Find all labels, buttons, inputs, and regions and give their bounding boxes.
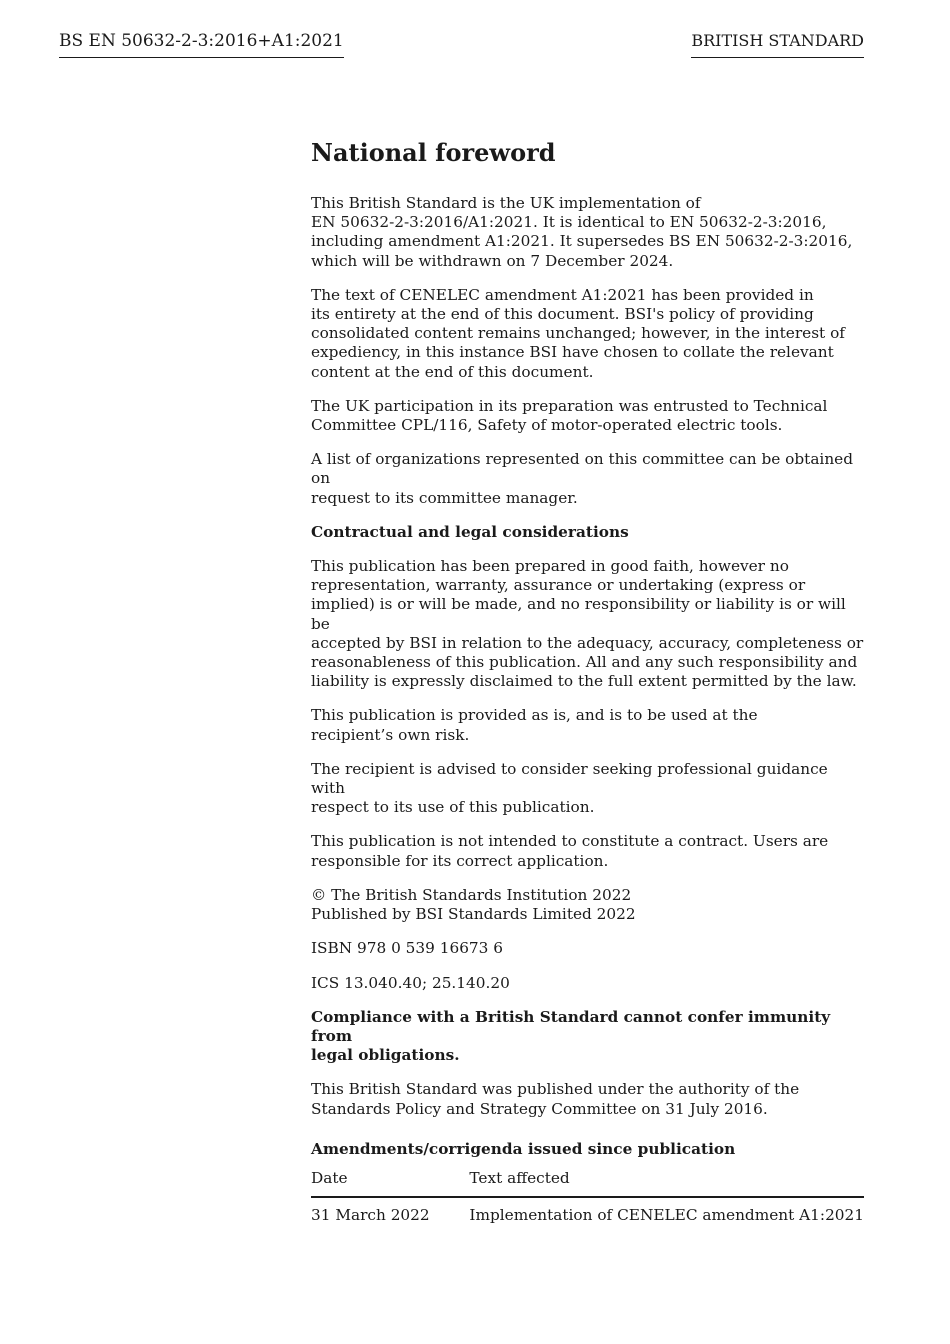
table-header-row xyxy=(311,1169,864,1197)
amendments-title: Amendments/corrigenda issued since publication xyxy=(311,1139,736,1158)
paragraph-implementation: This British Standard is the UK implementation of EN 50632-2-3:2016/A1:2021. It is identical to EN 50632-2-3:2016, including amendment A1:2021. It supersedes BS EN 50632-2-3:2016, which will be withdrawn on 7 December 2024. xyxy=(311,194,853,270)
paragraph-good-faith: This publication has been prepared in good faith, however no representation, warranty, assurance or undertaking (express or implied) is or will be made, and no responsibility or liability is or will be accepted by BSI in relation to the adequacy, accuracy, completeness or reasonableness of this publication. All and any such responsibility and liability is expressly disclaimed to the full extent permitted by the law. xyxy=(311,557,864,691)
isbn: ISBN 978 0 539 16673 6 xyxy=(311,939,503,958)
contractual-heading: Contractual and legal considerations xyxy=(311,522,629,541)
page-title: National foreword xyxy=(311,138,556,167)
paragraph-authority: This British Standard was published under the authority of the Standards Policy and Strategy Committee on 31 July 2016. xyxy=(311,1080,800,1118)
copyright-notice: © The British Standards Institution 2022 Published by BSI Standards Limited 2022 xyxy=(311,885,636,924)
national-foreword xyxy=(311,138,864,1225)
amendments-table xyxy=(311,1169,864,1225)
ics-codes: ICS 13.040.40; 25.140.20 xyxy=(311,973,510,992)
column-header-text-affected: Text affected xyxy=(469,1169,864,1197)
paragraph-participation: The UK participation in its preparation was entrusted to Technical Committee CPL/116, Safety of motor-operated electric tools. xyxy=(311,396,828,435)
paragraph-committee-list: A list of organizations represented on this committee can be obtained on request to its committee manager. xyxy=(311,450,854,507)
amendment-text-affected: Implementation of CENELEC amendment A1:2021 xyxy=(469,1205,864,1224)
paragraph-guidance: The recipient is advised to consider seeking professional guidance with respect to its use of this publication. xyxy=(311,759,828,817)
table-row xyxy=(311,1197,864,1225)
paragraph-own-risk: This publication is provided as is, and is to be used at the recipient’s own risk. xyxy=(311,706,758,744)
paragraph-not-contract: This publication is not intended to constitute a contract. Users are responsible for its correct application. xyxy=(311,832,829,870)
document-code: BS EN 50632-2-3:2016+A1:2021 xyxy=(59,30,344,58)
paragraph-amendment-text: The text of CENELEC amendment A1:2021 has been provided in its entirety at the end of this document. BSI's policy of providing consolidated content remains unchanged; however, in the interest of expediency, in this instance BSI have chosen to collate the relevant content at the end of this document. xyxy=(311,285,845,381)
compliance-statement: Compliance with a British Standard cannot confer immunity from legal obligations. xyxy=(311,1007,831,1065)
standard-label: BRITISH STANDARD xyxy=(691,30,864,58)
column-header-date: Date xyxy=(311,1169,469,1197)
amendment-date: 31 March 2022 xyxy=(311,1205,430,1224)
